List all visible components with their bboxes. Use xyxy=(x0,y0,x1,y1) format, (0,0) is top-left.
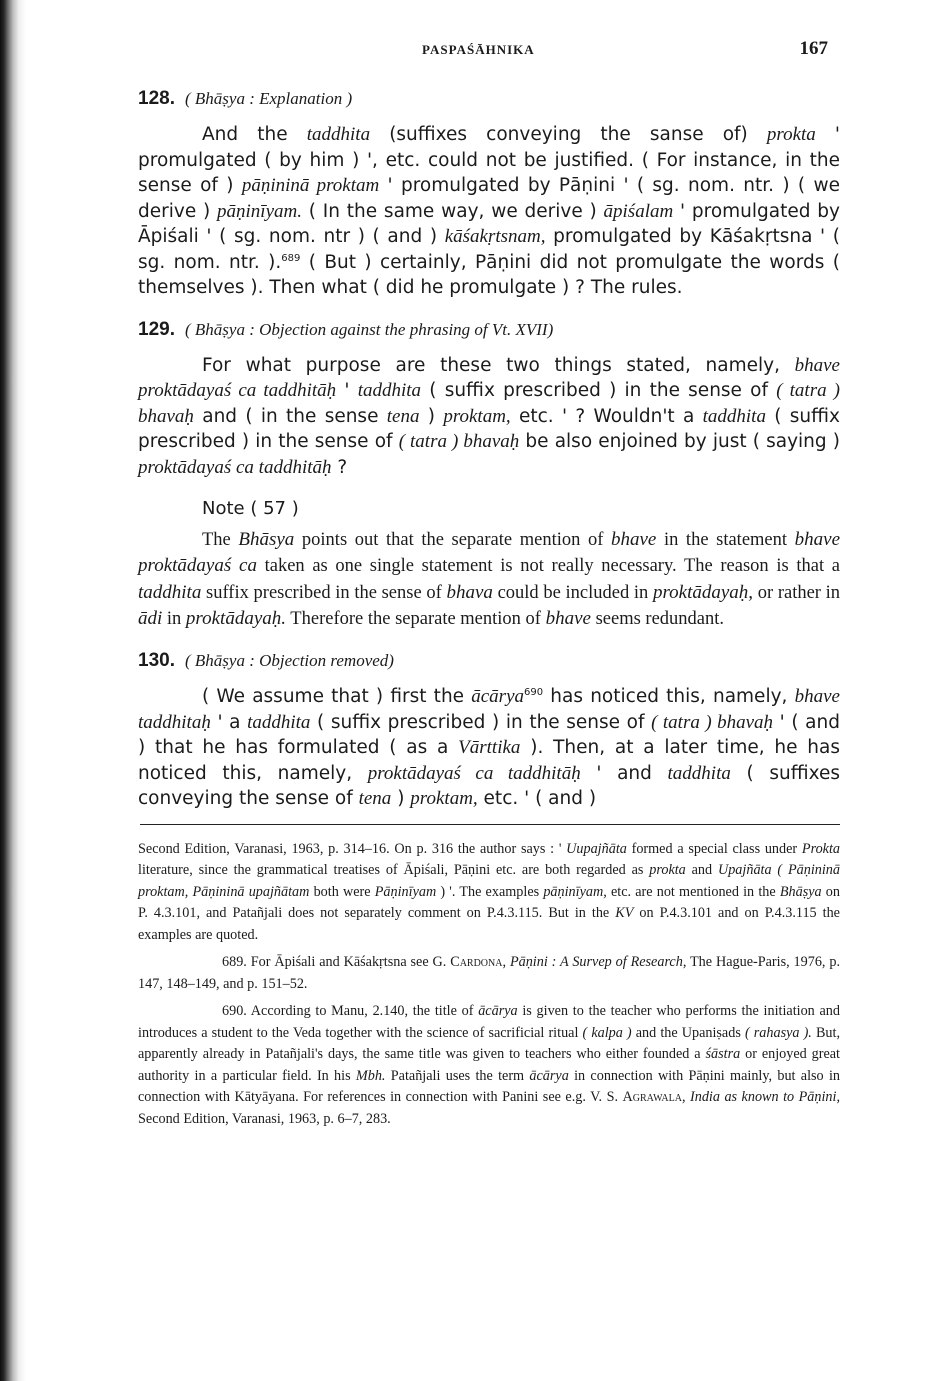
section-title: ( Bhāṣya : Objection against the phrasing of Vt. XVII) xyxy=(184,319,554,339)
footnote-divider xyxy=(140,824,840,825)
footnote-689: 689. For Āpiśali and Kāśakṛtsna see G. Cardona, Pāṇini : A Survep of Research, The Hague-Paris, 1976, p. 147, 148–149, and p. 151–52. xyxy=(138,954,841,992)
section-title: ( Bhāṣya : Objection removed) xyxy=(184,651,394,671)
section-number: 129. xyxy=(138,318,175,340)
translation-paragraph-128: And the taddhita (suffixes conveying the sanse of) prokta ' promulgated ( by him ) ', etc. could not be justified. ( For instance, in the sense of ) pāṇininā proktam ' promulgated by Pāṇini ' ( sg. nom. ntr. ) ( we derive ) pāṇinīyam. ( In the same way, we derive ) āpiśalam ' promulgated by Āpiśali ' ( sg. nom. ntr ) ( and ) kāśakṛtsnam, promulgated by Kāśakṛtsna ' ( sg. nom. ntr. ).$^{689}$ ( But ) certainly, Pāṇini did not promulgate the words ( themselves ). Then what ( did he promulgate ) ? The rules. xyxy=(138,124,841,298)
page-header xyxy=(138,38,838,62)
translation-paragraph-130: ( We assume that ) first the ācārya$^{690}$ has noticed this, namely, bhave taddhitaḥ ' a taddhita ( suffix prescribed ) in the sense of ( tatra ) bhavaḥ ' ( and ) that he has formulated ( as a Vārttika ). Then, at a later time, he has noticed this, namely, proktādayaś ca taddhitāḥ ' and taddhita ( suffixes conveying the sense of tena ) proktam, etc. ' ( and ) xyxy=(138,686,840,810)
footnote-690: 690. According to Manu, 2.140, the title of ācārya is given to the teacher who performs the initiation and introduces a student to the Veda together with the science of sacrificial ritual ( kalpa ) and the Upaniṣads ( rahasya ). But, apparently already in Patañjali's days, the same title was given to teachers who either founded a śāstra or enjoyed great authority in a particular field. In his Mbh. Patañjali uses the term ācārya in connection with Pāṇini mainly, but also in connection with Kātyāyana. For references in connection with Panini see e.g. V. S. Agrawala, India as known to Pāṇini, Second Edition, Varanasi, 1963, p. 6–7, 283. xyxy=(138,1003,840,1127)
section-heading-130 xyxy=(138,650,840,672)
section-number: 130. xyxy=(138,650,175,672)
page-body xyxy=(138,88,840,1136)
note-paragraph: The Bhāsya points out that the separate mention of bhave in the statement bhave proktādayaś ca taken as one single statement is not really necessary. The reason is that a taddhita suffix prescribed in the sense of bhava could be included in proktādayaḥ, or rather in ādi in proktādayaḥ. Therefore the separate mention of bhave seems redundant. xyxy=(138,529,841,629)
book-spine-shadow xyxy=(0,0,26,1381)
note-title: Note ( 57 ) xyxy=(202,498,299,519)
section-heading-128 xyxy=(138,88,840,110)
running-title: PASPAŚĀHNIKA xyxy=(422,42,535,57)
footnote-ref-689: 689 xyxy=(281,252,301,264)
footnote-continuation: Second Edition, Varanasi, 1963, p. 314–16. On p. 316 the author says : ' Uupajñāta formed a special class under Prokta literature, since the grammatical treatises of Āpiśali, Pāṇini etc. are both regarded as prokta and Upajñāta ( Pāṇininā proktam, Pāṇininā upajñātam both were Pāṇinīyam ) '. The examples pāṇinīyam, etc. are not mentioned in the Bhāṣya on P. 4.3.101, and Patañjali does not separately comment on P.4.3.115. But in the KV on P.4.3.101 and on P.4.3.115 the examples are quoted. xyxy=(138,840,840,943)
footnote-ref-690: 690 xyxy=(524,687,544,699)
translation-paragraph-129: For what purpose are these two things stated, namely, bhave proktādayaś ca taddhitāḥ ' taddhita ( suffix prescribed ) in the sense of ( tatra ) bhavaḥ and ( in the sense tena ) proktam, etc. ' ? Wouldn't a taddhita ( suffix prescribed ) in the sense of ( tatra ) bhavaḥ be also enjoined by just ( saying ) proktādayaś ca taddhitāḥ ? xyxy=(138,354,840,478)
section-number: 128. xyxy=(138,88,175,109)
section-heading-129 xyxy=(138,319,840,341)
page-number: 167 xyxy=(799,38,828,59)
section-title: ( Bhāṣya : Explanation ) xyxy=(184,89,353,108)
